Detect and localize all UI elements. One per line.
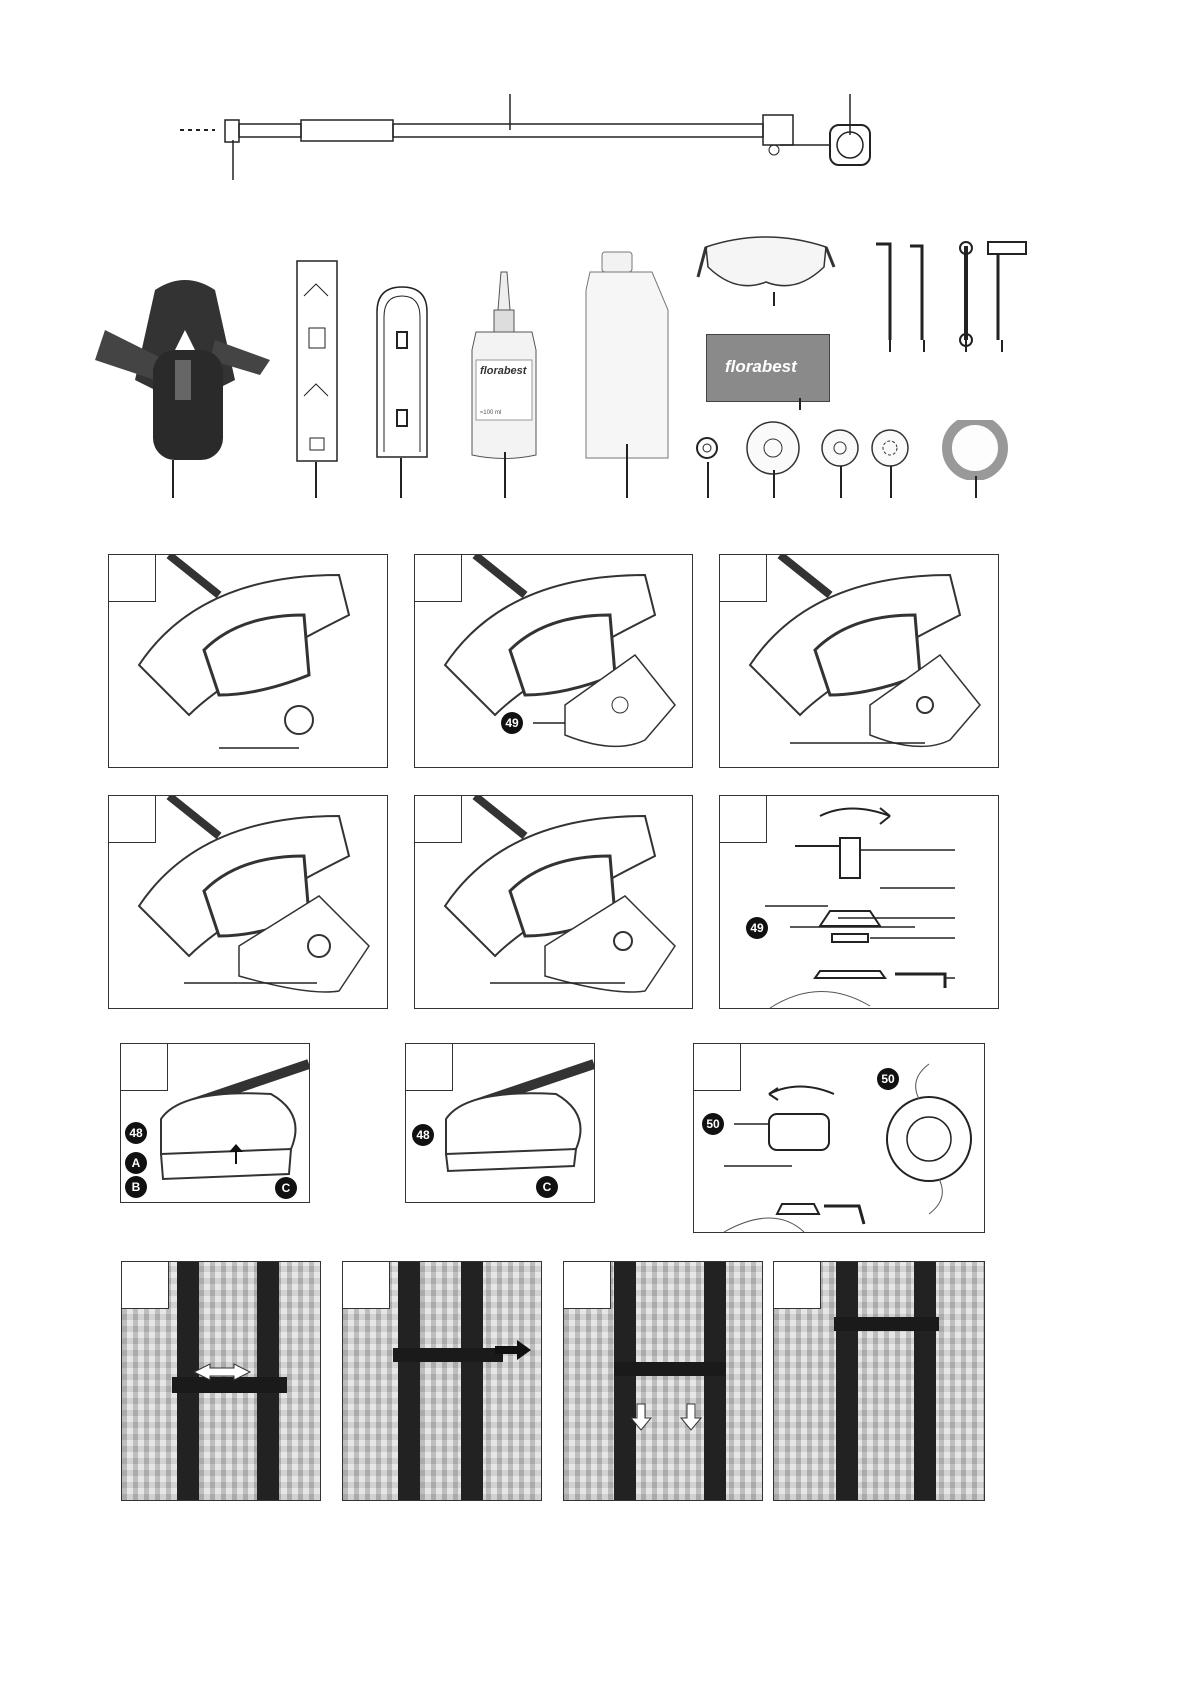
callout-line <box>315 462 317 498</box>
figure-panel-5 <box>414 795 693 1009</box>
figure-panel-2 <box>414 554 693 768</box>
harness-photo-3 <box>563 1261 763 1501</box>
harness-photo-1 <box>121 1261 321 1501</box>
callout-line <box>890 466 892 498</box>
callout-line <box>923 340 925 352</box>
figure-tab <box>121 1261 169 1309</box>
figure-panel-3 <box>719 554 999 768</box>
callout-b-badge: B <box>125 1176 147 1198</box>
callout-line <box>965 340 967 352</box>
safety-glasses-image <box>696 222 836 302</box>
blade-guard-cover-image <box>292 256 342 466</box>
double-arrow-icon <box>192 1362 252 1382</box>
callout-49-badge: 49 <box>501 712 523 734</box>
mixing-bottle-image <box>582 250 674 465</box>
callout-line <box>799 398 801 410</box>
figure-panel-8 <box>405 1043 595 1203</box>
figure-panel-7 <box>120 1043 310 1203</box>
small-parts-image <box>690 420 1030 480</box>
callout-line <box>400 458 402 498</box>
figure-panel-4 <box>108 795 388 1009</box>
harness-photo-4 <box>773 1261 985 1501</box>
figure-panel-6 <box>719 795 999 1009</box>
callout-line <box>889 340 891 352</box>
callout-line <box>172 460 174 498</box>
figure-tab <box>773 1261 821 1309</box>
blade-guard-image <box>372 282 432 462</box>
harness-photo-2 <box>342 1261 542 1501</box>
figure-tab <box>342 1261 390 1309</box>
callout-line <box>773 292 775 306</box>
bottle-brand-label: florabest <box>480 365 527 377</box>
callout-50-badge: 50 <box>702 1113 724 1135</box>
double-arrow-icon <box>629 1402 709 1432</box>
callout-line <box>1001 340 1003 352</box>
callout-50-badge: 50 <box>877 1068 899 1090</box>
figure-panel-1 <box>108 554 388 768</box>
figure-tab <box>563 1261 611 1309</box>
figure-panel-9 <box>693 1043 985 1233</box>
rotation-arrow-icon <box>880 808 890 824</box>
oil-bottle-image <box>466 270 542 462</box>
callout-line <box>773 470 775 498</box>
callout-49-badge: 49 <box>746 917 768 939</box>
arrow-icon <box>493 1338 533 1362</box>
bag-brand-label: florabest <box>725 357 797 376</box>
callout-line <box>707 462 709 498</box>
shaft-assembly-drawing <box>180 90 900 200</box>
callout-c-badge: C <box>536 1176 558 1198</box>
callout-line <box>504 452 506 498</box>
callout-line <box>975 476 977 498</box>
callout-line <box>840 466 842 498</box>
bottle-small-print: ≈100 ml <box>480 410 502 416</box>
harness-image <box>95 270 275 470</box>
callout-48-badge: 48 <box>412 1124 434 1146</box>
callout-a-badge: A <box>125 1152 147 1174</box>
callout-line <box>626 444 628 498</box>
callout-48-badge: 48 <box>125 1122 147 1144</box>
tool-bag-image <box>706 334 830 402</box>
callout-c-badge: C <box>275 1177 297 1199</box>
tools-image <box>870 240 1030 352</box>
